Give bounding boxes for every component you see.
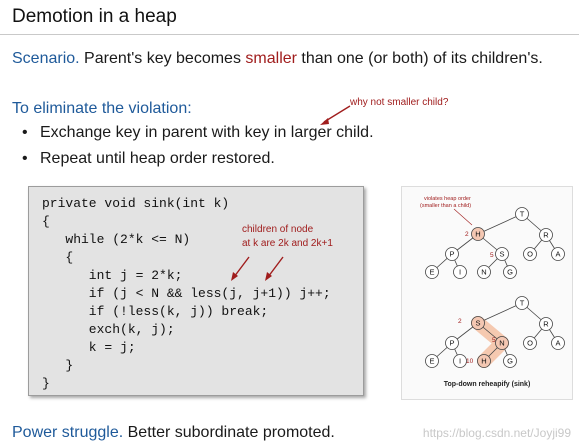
bullet-item: • Repeat until heap order restored. <box>22 150 275 167</box>
children-note <box>242 223 333 251</box>
code-block <box>28 186 364 396</box>
power-text: Better subordinate promoted. <box>127 424 335 441</box>
heap-node-label: S <box>475 318 481 328</box>
violation-label: violates heap order <box>424 196 471 202</box>
heap-node-label: P <box>449 338 455 348</box>
scenario-highlight: smaller <box>245 50 297 67</box>
figure-caption: Top-down reheapify (sink) <box>443 381 531 388</box>
scenario-line <box>12 50 543 68</box>
children-note-line: at k are 2k and 2k+1 <box>242 238 333 249</box>
code-line: while (2*k <= N) <box>42 232 191 247</box>
tree-edge <box>478 214 522 234</box>
title-divider <box>0 34 579 35</box>
heap-node-label: A <box>555 338 561 348</box>
violation-pointer <box>454 209 472 225</box>
code-line: if (j < N && less(j, j+1)) j++; <box>42 286 331 301</box>
heap-node-label: H <box>481 356 487 366</box>
heap-node-label: G <box>507 356 513 366</box>
code-line: { <box>42 214 50 229</box>
eliminate-heading: To eliminate the violation: <box>12 100 192 117</box>
node-index-label: 5 <box>490 252 494 259</box>
code-line: k = j; <box>42 340 136 355</box>
heap-node-label: N <box>499 338 505 348</box>
node-index-label: 2 <box>458 318 462 325</box>
code-line: private void sink(int k) <box>42 196 230 211</box>
heap-node-label: H <box>475 229 481 239</box>
heap-node-label: I <box>458 267 462 277</box>
heap-node-label: O <box>527 249 533 259</box>
heap-node-label: E <box>429 356 435 366</box>
bullet-text: Exchange key in parent with key in larger child. <box>40 124 374 141</box>
violation-label: (smaller than a child) <box>420 203 472 209</box>
children-note-line: children of node <box>242 224 314 235</box>
scenario-text-after: than one (or both) of its children's. <box>301 50 543 67</box>
code-line: { <box>42 250 74 265</box>
children-arrows-icon <box>225 253 295 283</box>
heap-node-label: T <box>519 209 525 219</box>
heap-node-label: T <box>519 298 525 308</box>
heap-node-label: N <box>481 267 487 277</box>
why-not-smaller-annotation: why not smaller child? <box>350 97 449 108</box>
tree-edge <box>478 303 522 323</box>
heap-node-label: R <box>543 230 549 240</box>
scenario-text-before: Parent's key becomes <box>84 50 241 67</box>
code-line: exch(k, j); <box>42 322 175 337</box>
heap-node-label: P <box>449 249 455 259</box>
watermark: https://blog.csdn.net/Joyji99 <box>422 426 571 440</box>
node-index-label: 10 <box>466 358 474 365</box>
code-line: int j = 2*k; <box>42 268 183 283</box>
heap-node-label: R <box>543 319 549 329</box>
bullet-item: • Exchange key in parent with key in larger child. <box>22 124 374 141</box>
heap-node-label: G <box>507 267 513 277</box>
bullet-text: Repeat until heap order restored. <box>40 150 275 167</box>
heap-figure <box>401 186 573 400</box>
heap-node-label: S <box>499 249 505 259</box>
heap-node-label: O <box>527 338 533 348</box>
heap-node-label: E <box>429 267 435 277</box>
code-line: } <box>42 376 50 391</box>
code-line: } <box>42 358 74 373</box>
scenario-label: Scenario. <box>12 50 80 67</box>
code-line: if (!less(k, j)) break; <box>42 304 269 319</box>
node-index-label: 5 <box>492 337 496 344</box>
node-index-label: 2 <box>465 231 469 238</box>
power-line <box>12 424 335 442</box>
power-label: Power struggle. <box>12 424 124 441</box>
page-title: Demotion in a heap <box>12 6 177 27</box>
heap-trees-diagram <box>402 187 572 379</box>
heap-node-label: I <box>458 356 462 366</box>
heap-node-label: A <box>555 249 561 259</box>
